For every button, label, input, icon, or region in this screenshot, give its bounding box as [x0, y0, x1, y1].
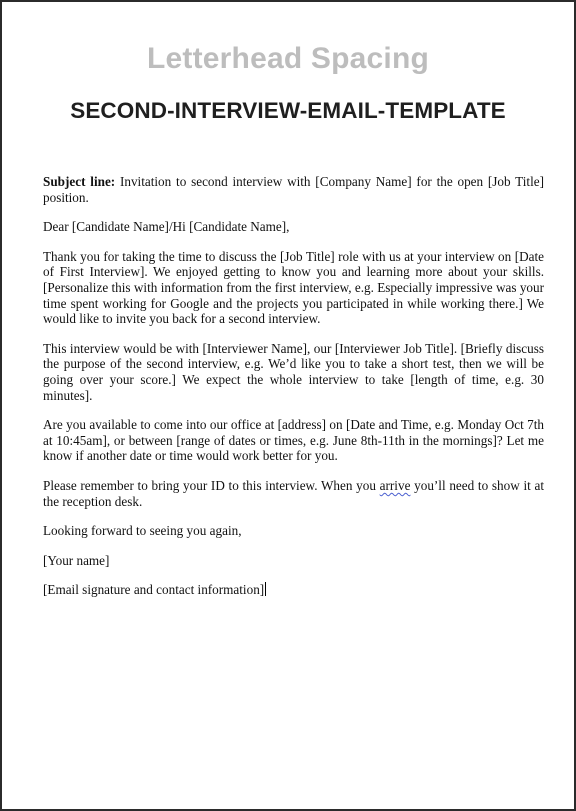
id-reminder-text-end: you’ll need to show it at the reception desk. [43, 477, 544, 509]
paragraph-availability: Are you available to come into our office at [address] on [Date and Time, e.g. Monday Oct 7th at 10:45am], or between [range of dates or times, e.g. June 8th-11th in the mornings]? Let me know if another date or time would work better for you. [43, 417, 544, 464]
spellcheck-flagged-word[interactable]: arrive [379, 477, 411, 493]
subject-text: Invitation to second interview with [Company Name] for the open [Job Title] position. [43, 174, 544, 205]
letterhead-placeholder: Letterhead Spacing [147, 42, 429, 75]
subject-line [43, 174, 544, 205]
signature-placeholder: [Email signature and contact information] [43, 582, 265, 598]
signature-line [43, 582, 544, 598]
text-cursor [265, 582, 266, 596]
closing-line: Looking forward to seeing you again, [43, 523, 242, 539]
document-title: SECOND-INTERVIEW-EMAIL-TEMPLATE [70, 98, 506, 123]
greeting: Dear [Candidate Name]/Hi [Candidate Name], [43, 219, 290, 235]
paragraph-thank-you: Thank you for taking the time to discuss the [Job Title] role with us at your interview on [Date of First Interview]. We enjoyed getting to know you and learning more about your skills. [Personalize this with information from the first interview, e.g. Especially impressive was your time spent working for Google and the projects you participated in while working there.] We would like to invite you back for a second interview. [43, 248, 544, 327]
id-reminder-text-start: Please remember to bring your ID to this interview. When you [43, 477, 380, 493]
paragraph-interview-details: This interview would be with [Interviewer Name], our [Interviewer Job Title]. [Briefly discuss the purpose of the second interview, e.g. We’d like you to take a short test, then we will be going over your score.] We expect the whole interview to take [length of time, e.g. 30 minutes]. [43, 340, 544, 403]
document-body[interactable] [43, 174, 544, 612]
paragraph-id-reminder [43, 478, 544, 509]
subject-label: Subject line: [43, 174, 116, 189]
your-name-placeholder: [Your name] [43, 552, 110, 568]
